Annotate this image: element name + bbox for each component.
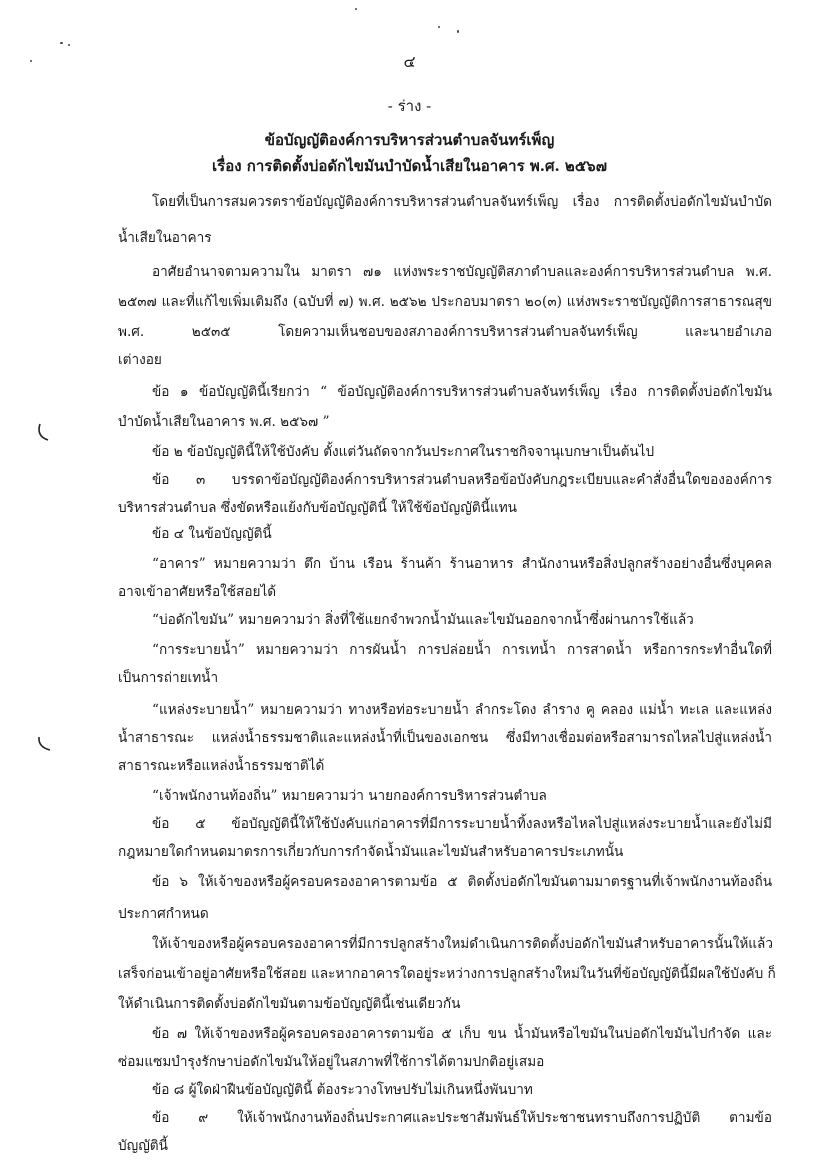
body-line: ให้เจ้าของหรือผู้ครอบครองอาคารที่มีการปลูกสร้างใหม่ดำเนินการติดตั้งบ่อดักไขมันสำหรับอาคารนั้นให้แล้ว [152,936,774,952]
body-line: เป็นการถ่ายเทน้ำ [118,670,219,686]
body-line: กฎหมายใดกำหนดมาตรการเกี่ยวกับการกำจัดน้ำมันและไขมันสำหรับอาคารประเภทนั้น [118,844,624,860]
body-line: ข้อ ๘ ผู้ใดฝ่าฝืนข้อบัญญัตินี้ ต้องระวางโทษปรับไม่เกินหนึ่งพันบาท [152,1082,533,1098]
scan-speck [457,30,459,33]
body-line: ข้อ ๙ ให้เจ้าพนักงานท้องถิ่นประกาศและประชาสัมพันธ์ให้ประชาชนทราบถึงการปฏิบัติ ตามข้อ [152,1110,772,1126]
body-line: ข้อ ๒ ข้อบัญญัตินี้ให้ใช้บังคับ ตั้งแต่วันถัดจากวันประกาศในราชกิจจานุเบกษาเป็นต้นไป [152,444,655,460]
document-subtitle: เรื่อง การติดตั้งบ่อดักไขมันบำบัดน้ำเสียในอาคาร พ.ศ. ๒๕๖๗ [212,157,607,175]
margin-mark [34,734,58,758]
draft-label: - ร่าง - [387,97,432,115]
body-line: น้ำเสียในอาคาร [118,230,212,246]
body-line: เสร็จก่อนเข้าอยู่อาศัยหรือใช้สอย และหากอาคารใดอยู่ระหว่างการปลูกสร้างใหม่ในวันที่ข้อบัญญัตินี้มีผลใช้บังคับ ก็ [118,966,776,982]
body-line: ประกาศกำหนด [118,906,209,922]
body-line: ข้อ ๑ ข้อบัญญัตินี้เรียกว่า “ ข้อบัญญัติองค์การบริหารส่วนตำบลจันทร์เพ็ญ เรื่อง การติดตั้งบ่อดักไขมัน [152,384,772,400]
page-number: ๔ [403,52,416,71]
margin-mark [34,422,58,446]
body-line: บัญญัตินี้ [118,1138,168,1154]
body-line: เต่างอย [118,352,162,368]
scan-speck [355,8,357,10]
body-line: “บ่อดักไขมัน” หมายความว่า สิ่งที่ใช้แยกจำพวกน้ำมันและไขมันออกจากน้ำซึ่งผ่านการใช้แล้ว [152,612,694,628]
body-line: อาจเข้าอาศัยหรือใช้สอยได้ [118,584,277,600]
body-line: “แหล่งระบายน้ำ” หมายความว่า ทางหรือท่อระบายน้ำ ลำกระโดง ลำราง คู คลอง แม่น้ำ ทะเล และแหล่ง [152,702,772,718]
body-line: “เจ้าพนักงานท้องถิ่น” หมายความว่า นายกองค์การบริหารส่วนตำบล [152,788,547,804]
body-line: ให้ดำเนินการติดตั้งบ่อดักไขมันตามข้อบัญญัตินี้เช่นเดียวกัน [118,996,461,1012]
body-line: บำบัดน้ำเสียในอาคาร พ.ศ. ๒๕๖๗ ” [118,414,330,430]
body-line: “อาคาร” หมายความว่า ตึก บ้าน เรือน ร้านค้า ร้านอาหาร สำนักงานหรือสิ่งปลูกสร้างอย่างอื่นซึ่งบุคคล [152,556,772,572]
scan-speck [68,44,70,46]
body-line: “การระบายน้ำ” หมายความว่า การผันน้ำ การปล่อยน้ำ การเทน้ำ การสาดน้ำ หรือการกระทำอื่นใดที่ [152,642,772,658]
scan-speck [438,26,440,28]
body-line: บริหารส่วนตำบล ซึ่งขัดหรือแย้งกับข้อบัญญัตินี้ ให้ใช้ข้อบัญญัตินี้แทน [118,500,517,516]
body-line: ข้อ ๕ ข้อบัญญัตินี้ให้ใช้บังคับแก่อาคารที่มีการระบายน้ำทิ้งลงหรือไหลไปสู่แหล่งระบายน้ำและยังไม่มี [152,816,772,832]
body-line: น้ำสาธารณะ แหล่งน้ำธรรมชาติและแหล่งน้ำที่เป็นของเอกชน ซึ่งมีทางเชื่อมต่อหรือสามารถไหลไปสู่แหล่งน้ำ [118,730,772,746]
body-line: อาศัยอำนาจตามความใน มาตรา ๗๑ แห่งพระราชบัญญัติสภาตำบลและองค์การบริหารส่วนตำบล พ.ศ. [152,264,772,280]
document-title: ข้อบัญญัติองค์การบริหารส่วนตำบลจันทร์เพ็ญ [264,131,555,149]
scan-speck [60,42,63,44]
body-line: ข้อ ๖ ให้เจ้าของหรือผู้ครอบครองอาคารตามข้อ ๕ ติดตั้งบ่อดักไขมันตามมาตรฐานที่เจ้าพนักงานท้องถิ่น [152,874,772,890]
body-line: โดยที่เป็นการสมควรตราข้อบัญญัติองค์การบริหารส่วนตำบลจันทร์เพ็ญ เรื่อง การติดตั้งบ่อดักไขมันบำบัด [152,194,772,210]
body-line: สาธารณะหรือแหล่งน้ำธรรมชาติได้ [118,758,325,774]
body-line: ข้อ ๓ บรรดาข้อบัญญัติองค์การบริหารส่วนตำบลหรือข้อบังคับกฎระเบียบและคำสั่งอื่นใดขององค์การ [152,472,772,488]
body-line: ๒๕๓๗ และที่แก้ไขเพิ่มเติมถึง (ฉบับที่ ๗) พ.ศ. ๒๕๖๒ ประกอบมาตรา ๒๐(๓) แห่งพระราชบัญญัติการสาธารณสุข [118,294,772,310]
body-line: ซ่อมแซมบำรุงรักษาบ่อดักไขมันให้อยู่ในสภาพที่ใช้การได้ตามปกติอยู่เสมอ [118,1054,545,1070]
body-line: พ.ศ. ๒๕๓๕ โดยความเห็นชอบของสภาองค์การบริหารส่วนตำบลจันทร์เพ็ญ และนายอำเภอ [118,324,772,340]
body-line: ข้อ ๗ ให้เจ้าของหรือผู้ครอบครองอาคารตามข้อ ๕ เก็บ ขน น้ำมันหรือไขมันในบ่อดักไขมันไปกำจัด และ [152,1026,772,1042]
body-line: ข้อ ๔ ในข้อบัญญัตินี้ [152,526,272,542]
